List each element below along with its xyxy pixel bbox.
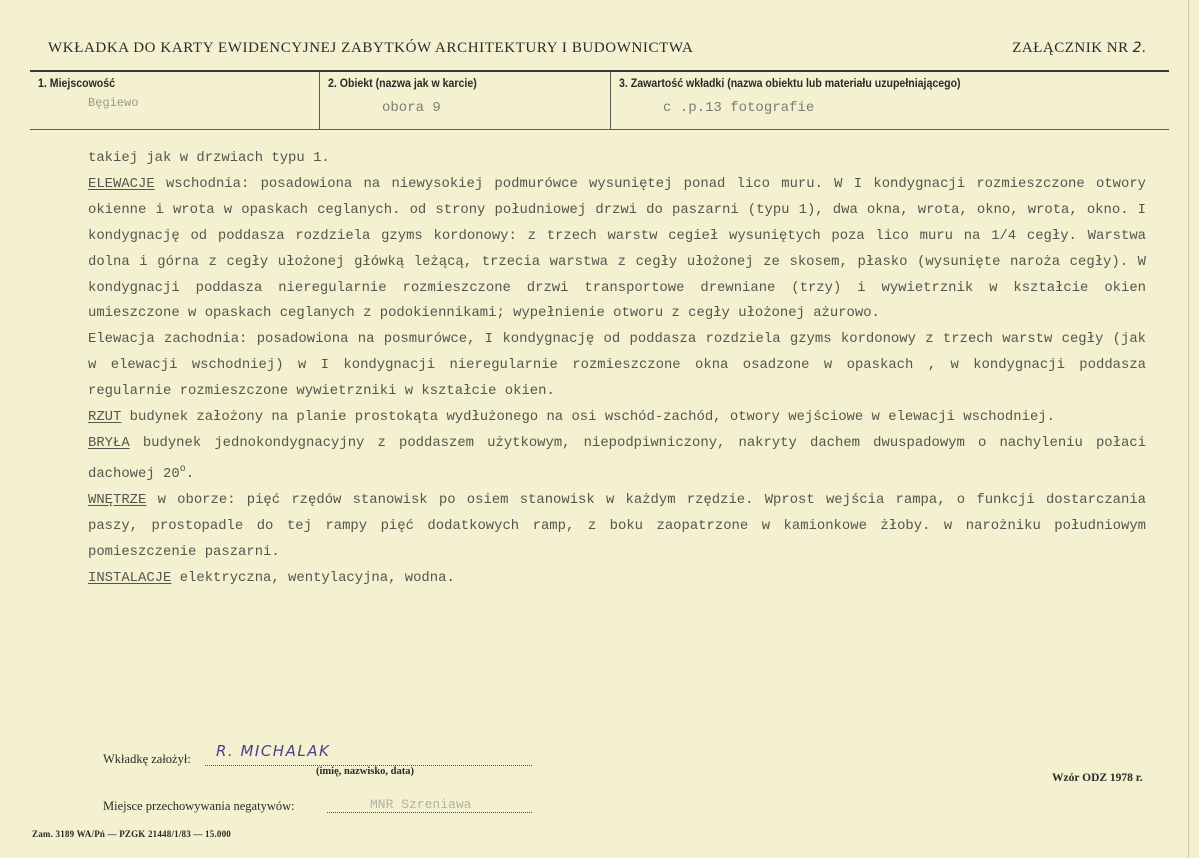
field-object <box>319 72 610 129</box>
annex-number <box>1012 40 1147 57</box>
header-fields <box>30 72 1169 130</box>
paragraph-continuation: takiej jak w drzwiach typu 1. <box>88 150 330 166</box>
text-massing-end: . <box>185 465 195 482</box>
field-object-label: 2. Obiekt (nazwa jak w karcie) <box>328 78 477 90</box>
text-interior: w oborze: pięć rzędów stanowisk po osiem stanowisk w każdym rzędzie. Wprost wejścia rampa, o funkcji dostarczania paszy, prostopadle do tej rampy pięć dodatkowych ramp, z boku zaopatrzone w kamionkowe żłoby. w narożniku południowym pomieszczenie paszarni. <box>88 491 1146 560</box>
description-text <box>88 146 1146 591</box>
annex-label: ZAŁĄCZNIK NR <box>1012 40 1129 56</box>
heading-interior: WNĘTRZE <box>88 491 147 508</box>
field-contents-label: 3. Zawartość wkładki (nazwa obiektu lub materiału uzupełniającego) <box>619 78 961 90</box>
field-object-value: obora 9 <box>382 100 441 116</box>
form-reference: Wzór ODZ 1978 r. <box>1052 772 1143 784</box>
heading-installations: INSTALACJE <box>88 569 172 586</box>
annex-number-value: 2. <box>1132 40 1147 56</box>
page-edge <box>1188 0 1189 858</box>
field-locality-label: 1. Miejscowość <box>38 78 116 90</box>
paragraph-west-elevation: Elewacja zachodnia: posadowiona na posmurówce, I kondygnację od poddasza rozdziela gzyms kordonowy z trzech warstw cegły (jak w elewacji wschodniej) w I kondygnacji nieregularnie rozmieszczone okna osadzone w opaskach , w kondygnacji poddasza regularnie rozmieszczone wywietrzniki w kształcie okien. <box>88 331 1146 400</box>
paragraph-interior <box>88 488 1146 566</box>
text-plan: budynek założony na planie prostokąta wydłużonego na osi wschód-zachód, otwory wejściowe w elewacji wschodniej. <box>121 409 1055 426</box>
text-installations: elektryczna, wentylacyjna, wodna. <box>171 569 455 586</box>
negatives-value: MNR Szreniawa <box>370 797 472 812</box>
heading-plan: RZUT <box>88 409 122 426</box>
field-contents-value: c .p.13 fotografie <box>663 100 815 116</box>
field-locality <box>30 72 319 129</box>
heading-massing: BRYŁA <box>88 434 130 451</box>
negatives-line <box>327 812 532 813</box>
paragraph-massing <box>88 431 1146 488</box>
paragraph-elevations <box>88 172 1146 327</box>
signature-name: R. MICHALAK <box>216 742 331 760</box>
negatives-label: Miejsce przechowywania negatywów: <box>103 799 295 813</box>
field-contents <box>610 72 1169 129</box>
form-title: WKŁADKA DO KARTY EWIDENCYJNEJ ZABYTKÓW ARCHITEKTURY I BUDOWNICTWA <box>48 40 694 56</box>
heading-elevations: ELEWACJE <box>88 175 155 192</box>
degree-symbol: o <box>179 463 186 475</box>
text-massing: budynek jednokondygnacyjny z poddaszem użytkowym, niepodpiwniczony, nakryty dachem dwuspadowym o nachyleniu połaci dachowej 20 <box>88 434 1146 482</box>
text-elevations: wschodnia: posadowiona na niewysokiej podmurówce wysuniętej ponad lico muru. W I kondygnacji rozmieszczone otwory okienne i wrota w opaskach ceglanych. od strony południowej drzwi do paszarni (typu 1), dwa okna, wrota, okno, wrota, okno. I kondygnację od poddasza rozdziela gzyms kordonowy: z trzech warstw cegieł wysuniętych poza lico muru na 1/4 cegły. Warstwa dolna i górna z cegły ułożonej główką leżącą, trzecia warstwa z cegły ułożonej ze skosem, płasko (wysunięte naroża cegły). W kondygnacji poddasza nieregularnie rozmieszczone drzwi transportowe drewniane (trzy) i wywietrznik w kształcie okien umieszczone w opaskach ceglanych z podokiennikami; wypełnienie otworu z cegły ułożonej ażurowo. <box>88 175 1146 322</box>
signature-caption: (imię, nazwisko, data) <box>316 766 414 777</box>
signature-label: Wkładkę założył: <box>103 752 191 766</box>
paragraph-installations <box>88 566 1146 592</box>
print-footer: Zam. 3189 WA/Pń — PZGK 21448/1/83 — 15.000 <box>32 829 231 839</box>
field-locality-value: Bęgiewo <box>88 96 139 110</box>
paragraph-plan <box>88 405 1146 431</box>
